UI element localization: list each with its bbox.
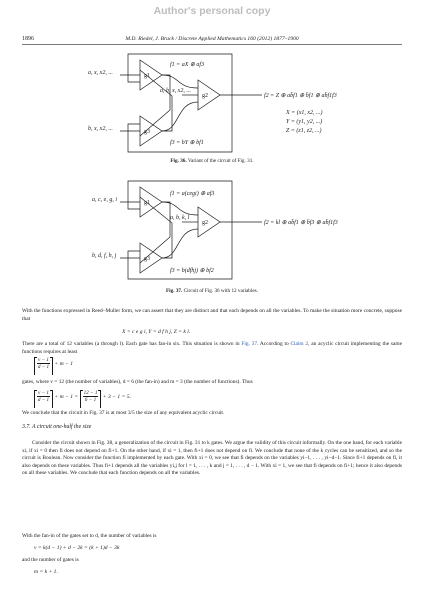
paragraph-2-text-a: There are a total of 12 variables (a through l). Each gate has fan-in six. This situation is shown in [22,341,242,347]
input-label-1: a, c, e, g, i [92,197,117,203]
eq3-middle: + m − 1 = [54,393,79,400]
running-head: M.D. Riedel, J. Bruck / Discrete Applied Mathematics 160 (2012) 1877–1900 [125,36,299,42]
figure-37-diagram [0,175,424,285]
wire-g3-g2 [162,102,198,131]
cross-wire-1 [140,75,170,136]
input-label-3: b, x, x2, ... [88,126,113,132]
output-label-f2: f2 = kl ⊕ ab̄f1 ⊕ b̄f3 ⊕ ab̄f1f3 [264,220,338,226]
wire-g3-g2 [162,229,198,258]
def-Y: Y = (y1, y2, ...) [286,119,323,125]
equation-2 [34,357,73,370]
section-heading: 3.7. A circuit one-half the size [22,424,92,430]
label-f3: f3 = bY ⊕ bf1 [170,140,204,146]
page-number: 1896 [22,36,34,42]
paragraph-2 [22,341,402,356]
def-Z: Z = (z1, z2, ...) [286,128,322,134]
label-f1: f1 = a(cegi) ⊕ af3 [170,191,215,197]
eq2-tail: + m − 1 [54,360,73,367]
header-rule [22,44,402,45]
equation-3 [34,390,131,403]
paragraph-4-text-a: We conclude that the circuit in Fig. 37 is at most [22,410,128,416]
figure-36-caption-label: Fig. 36. [170,158,187,164]
label-f1: f1 = aX ⊕ af3 [170,62,205,68]
fraction-three-fifths: 3/5 [127,410,135,416]
paragraph-6: With the fan-in of the gates set to d, the number of variables is [22,533,157,539]
input-label-2: a, b, x, x2, ... [160,88,191,94]
paragraph-2-text-c: , an acyclic circuit implementing the same functions requires at least [22,341,402,355]
figure-36-caption-text: Variant of the circuit of Fig. 31. [187,158,254,164]
input-label-1: a, x, x2, ... [88,70,113,76]
wire-g1-g2 [162,202,198,215]
def-X: X = (x1, x2, ...) [286,110,323,116]
eq3-denominator-1: d − 1 [37,397,50,403]
eq3-numerator-1: v − 1 [38,390,49,396]
paragraph-4-text-b: the size of any equivalent acyclic circuit. [134,410,225,416]
figure-37-caption-text: Circuit of Fig. 36 with 12 variables. [183,288,258,294]
figure-36-caption [0,158,424,164]
figure-37-caption [0,288,424,294]
eq3-tail: + 3 − 1 = 5. [102,393,131,400]
gate-label-g1: g1 [144,200,150,206]
cross-wire-1 [140,202,170,263]
eq3-denominator-2: 6 − 1 [84,397,97,403]
paragraph-5: Consider the circuit shown in Fig. 38, a generalization of the circuit in Fig. 31 to k gates. We argue the validity of this circuit informally. On the one hand, for each variable xi, if xi = 0 then fi does not depend on fi+1. On the other hand, if xi = 1, then fi+1 does not depend on fi. We conclude that none of the k cycles can be sensitized, and so the circuit is Boolean. Now consider the function fi implemented by each gate. With xi = 0, we see that fi depends on the variables yi−1, . . . , yi−d−1. Since fi+1 depends on fi, it also depends on these variables. Thus fi+1 depends all the variables yi,j for l = 1, . . . , k and j = 1, . . . , d − 1. With xi = 1, we see that fi depends on fi+1; hence it also depends on all these variables. We conclude that each function depends on all the variables. [22,440,402,477]
label-f3: f3 = b(dfhj) ⊕ bf2 [170,268,214,274]
gate-label-g1: g1 [144,73,150,79]
wire-g1-g2 [162,75,198,88]
paragraph-1: With the functions expressed in Reed–Muller form, we can assert that they are distinct and that each depends on all the variables. To make the situation more concrete, suppose that [22,308,402,322]
paragraph-2-text-b: . According to [257,341,291,347]
claim-2-link[interactable]: Claim 2 [290,341,309,347]
watermark: Author's personal copy [153,5,271,17]
eq2-denominator: d − 1 [37,364,50,370]
gate-label-g2: g2 [202,93,208,99]
equation-4: v = k(d − 1) + d − 2k = (k + 1)d − 3k [34,545,120,551]
equation-1: X = c e g i, Y = d f h j, Z = k l. [122,329,191,335]
input-label-3: b, d, f, h, j [92,253,117,259]
equation-5: m = k + 1. [34,569,58,575]
gate-label-g3: g3 [144,129,150,135]
paragraph-7: and the number of gates is [22,557,79,563]
figure-36-diagram [0,48,424,158]
figure-37-caption-label: Fig. 37. [166,288,183,294]
eq3-numerator-2: 12 − 1 [83,390,98,396]
fig-37-link[interactable]: Fig. 37 [241,341,258,347]
paragraph-3: gates, where v = 12 (the number of variables), d = 6 (the fan-in) and m = 3 (the number of functions). Thus [22,379,253,385]
gate-label-g2: g2 [202,220,208,226]
gate-label-g3: g3 [144,256,150,262]
eq2-numerator: v − 1 [38,357,49,363]
paragraph-4 [22,410,402,418]
output-label-f2: f2 = Z ⊕ ab̄f1 ⊕ b̄f1 ⊕ ab̄f1f3 [264,93,337,99]
input-label-2: a, b, k, l [170,215,190,221]
